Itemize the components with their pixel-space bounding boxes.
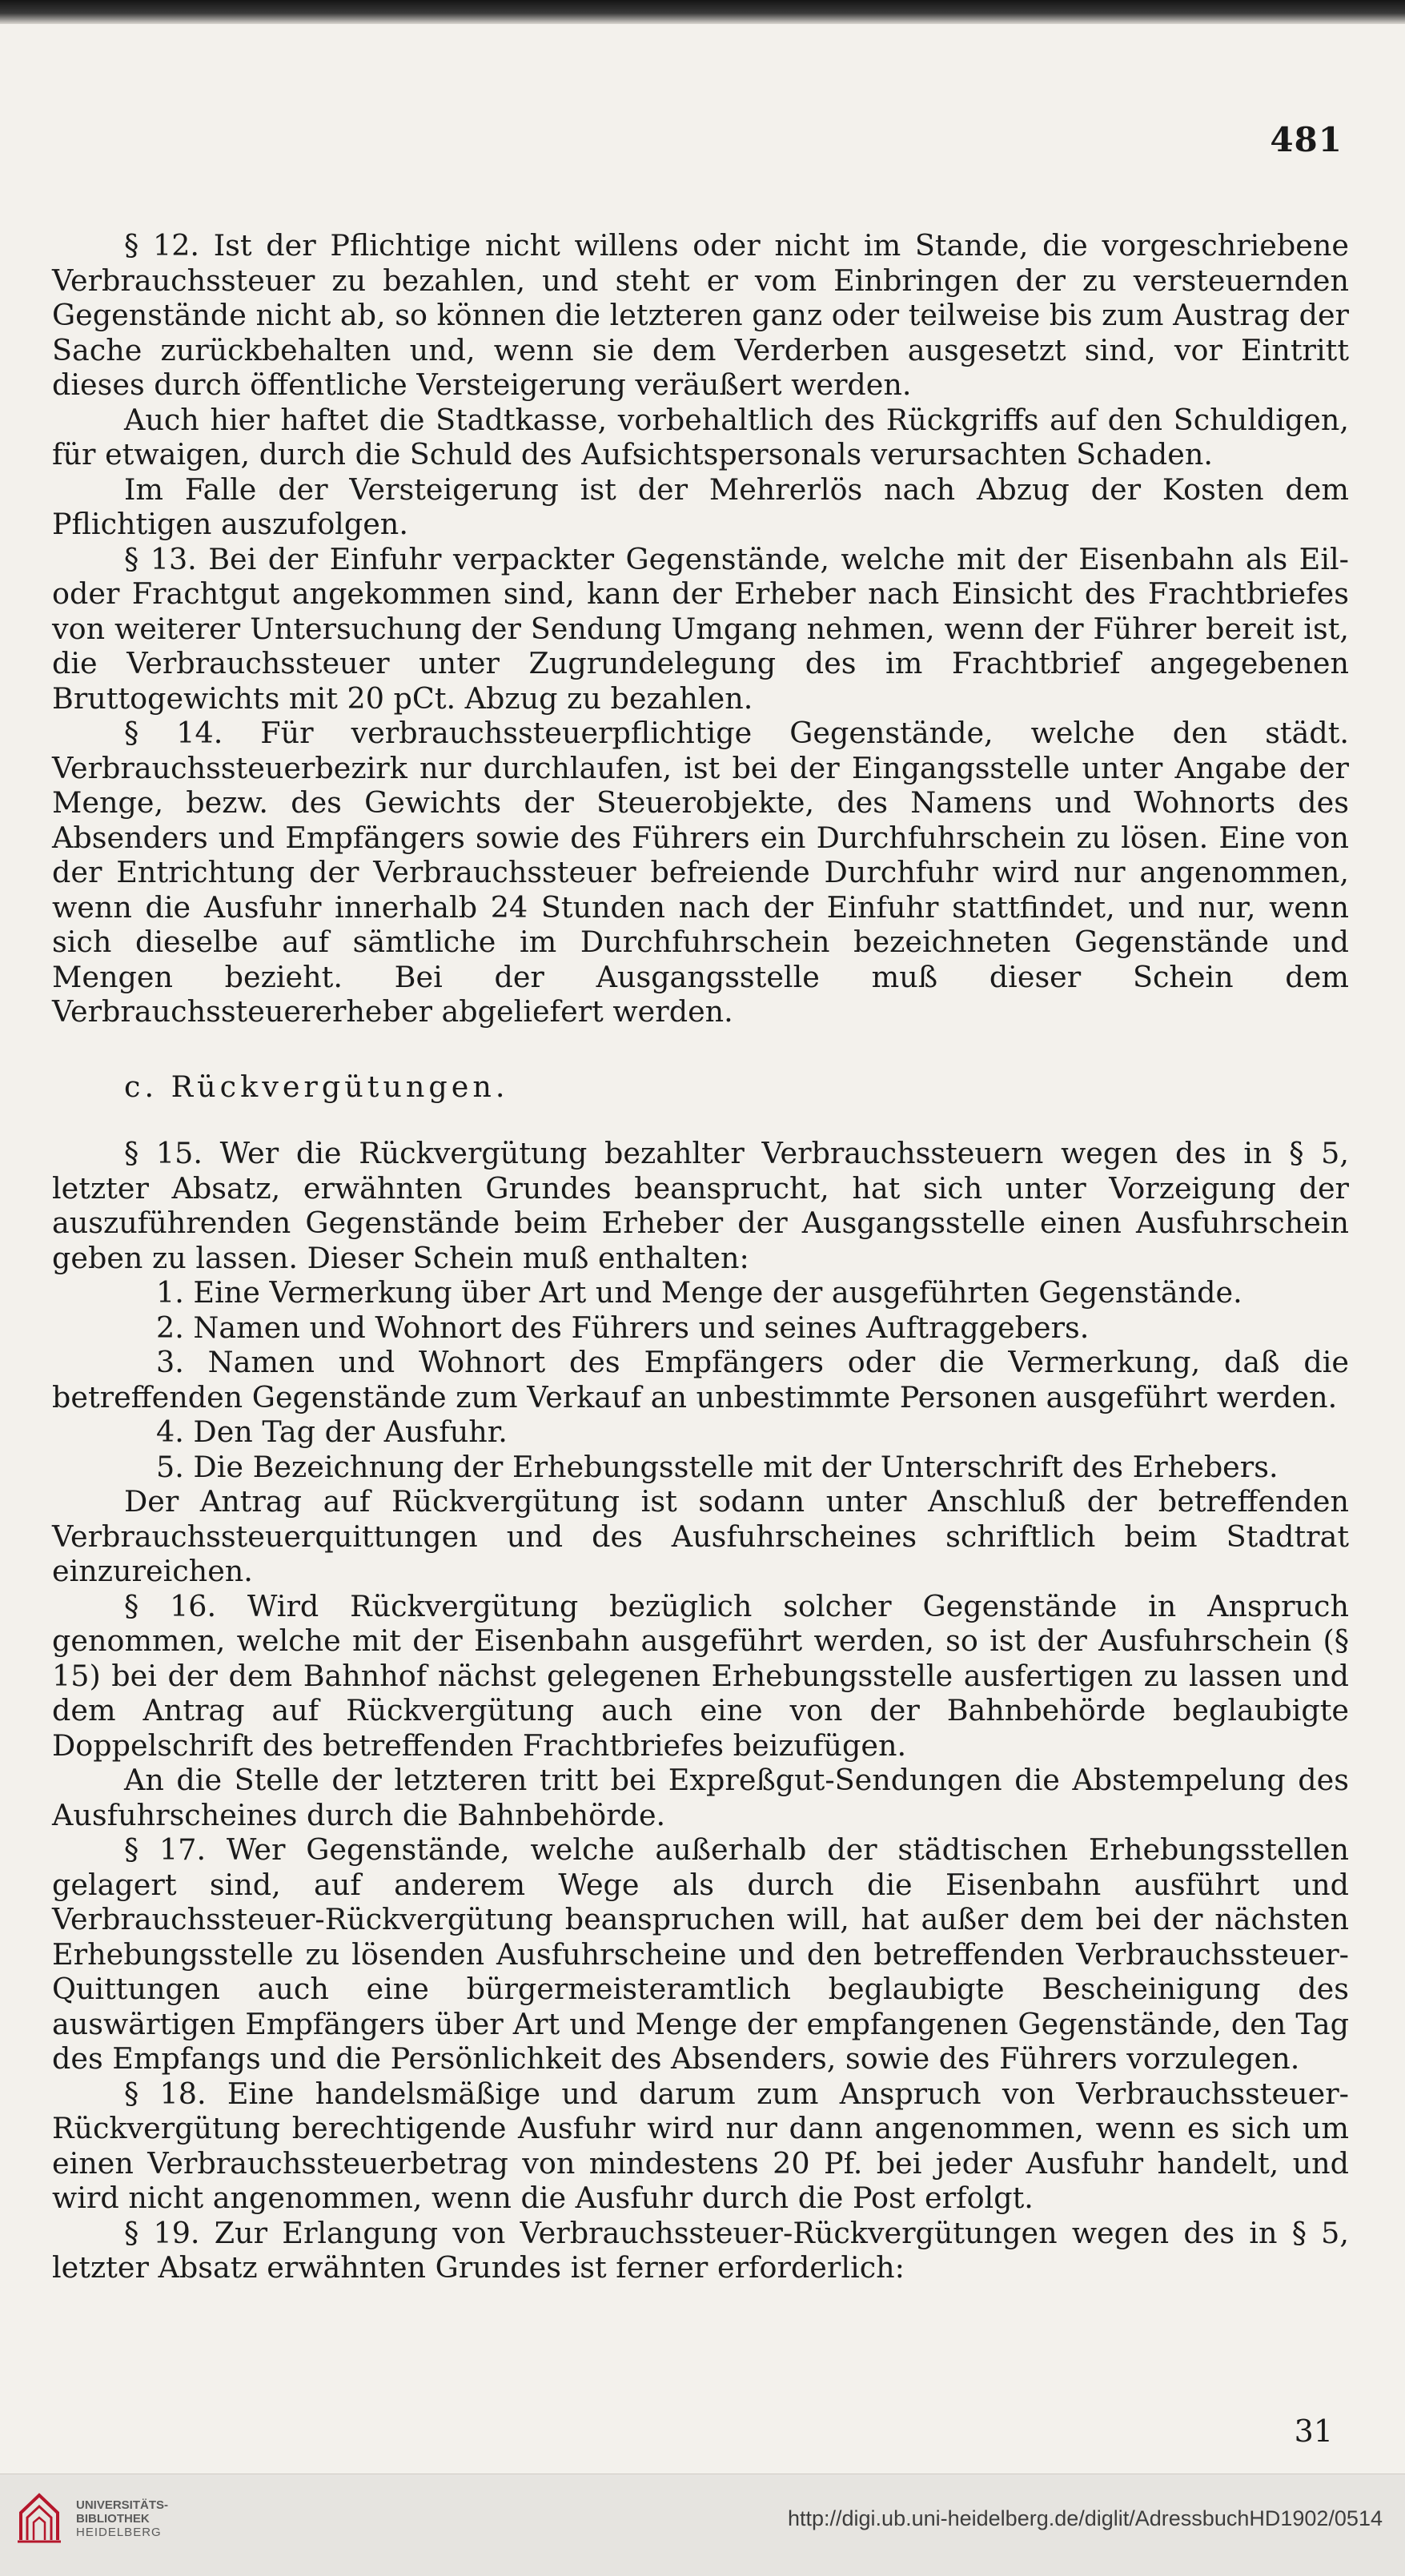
page-body <box>52 228 1349 2285</box>
list-item: 4. Den Tag der Ausfuhr. <box>156 1414 508 1449</box>
library-name-line-3: HEIDELBERG <box>76 2526 162 2539</box>
list-item: 2. Namen und Wohnort des Führers und seines Auftraggebers. <box>156 1310 1090 1345</box>
viewer-footer <box>0 2474 1405 2576</box>
sheet-signature: 31 <box>1294 2413 1333 2449</box>
page-number: 481 <box>1270 120 1343 159</box>
paragraph-12-auction: Im Falle der Versteigerung ist der Mehrerlös nach Abzug der Kosten dem Pflichtigen auszufolgen. <box>52 471 1349 541</box>
paragraph-15: § 15. Wer die Rückvergütung bezahlter Verbrauchssteuern wegen des in § 5, letzter Absatz, erwähnten Grundes beansprucht, hat sich unter Vorzeigung der auszuführenden Gegenstände beim Erheber der Ausgangsstelle einen Ausfuhrschein geben zu lassen. Dieser Schein muß enthalten: <box>52 1136 1349 1275</box>
library-name <box>76 2498 168 2539</box>
paragraph-19: § 19. Zur Erlangung von Verbrauchssteuer-Rückvergütungen wegen des in § 5, letzter Absatz erwähnten Grundes ist ferner erforderlich: <box>52 2215 1349 2285</box>
paragraph-14: § 14. Für verbrauchssteuerpflichtige Gegenstände, welche den städt. Verbrauchssteuerbezirk nur durchlaufen, ist bei der Eingangsstelle unter Angabe der Menge, bezw. des Gewichts der Steuerobjekte, des Namens und Wohnorts des Absenders und Empfängers sowie des Führers ein Durchfuhrschein zu lösen. Eine von der Entrichtung der Verbrauchssteuer befreiende Durchfuhr wird nur angenommen, wenn die Ausfuhr innerhalb 24 Stunden nach der Einfuhr stattfindet, und nur, wenn sich dieselbe auf sämtliche im Durchfuhrschein bezeichneten Gegenstände und Mengen bezieht. Bei der Ausgangsstelle muß dieser Schein dem Verbrauchssteuererheber abgeliefert werden. <box>52 716 1349 1029</box>
library-name-line-2: BIBLIOTHEK <box>76 2512 150 2526</box>
document-page <box>0 24 1405 2474</box>
library-name-line-1: UNIVERSITÄTS- <box>76 2498 169 2512</box>
paragraph-17: § 17. Wer Gegenstände, welche außerhalb der städtischen Erhebungsstellen gelagert sind, auf anderem Wege als durch die Eisenbahn ausführt und Verbrauchssteuer-Rückvergütung beanspruchen will, hat außer dem bei der nächsten Erhebungsstelle zu lösenden Ausfuhrscheine und den betreffenden Verbrauchssteuer-Quittungen auch eine bürgermeisteramtlich beglaubigte Bescheinigung des auswärtigen Empfängers über Art und Menge der empfangenen Gegenstände, den Tag des Empfangs und die Persönlichkeit des Absenders, sowie des Führers vorzulegen. <box>52 1832 1349 2076</box>
paragraph-12-liability: Auch hier haftet die Stadtkasse, vorbehaltlich des Rückgriffs auf den Schuldigen, für etwaigen, durch die Schuld des Aufsichtspersonals verursachten Schaden. <box>52 402 1349 471</box>
list-item: 3. Namen und Wohnort des Empfängers oder die Vermerkung, daß die betreffenden Gegenstände zum Verkauf an unbestimmte Personen ausgeführt werden. <box>52 1345 1349 1414</box>
permalink-url[interactable]: http://digi.ub.uni-heidelberg.de/diglit/AdressbuchHD1902/0514 <box>787 2506 1383 2530</box>
scan-top-edge <box>0 0 1405 24</box>
list-item: 5. Die Bezeichnung der Erhebungsstelle mit der Unterschrift des Erhebers. <box>156 1449 1279 1484</box>
paragraph-16: § 16. Wird Rückvergütung bezüglich solcher Gegenstände in Anspruch genommen, welche mit der Eisenbahn ausgeführt werden, so ist der Ausfuhrschein (§ 15) bei der dem Bahnhof nächst gelegenen Erhebungsstelle ausfertigen zu lassen und dem Antrag auf Rückvergütung auch eine von der Bahnbehörde beglaubigte Doppelschrift des betreffenden Frachtbriefes beizufügen. <box>52 1588 1349 1763</box>
paragraph-16-express: An die Stelle der letzteren tritt bei Expreßgut-Sendungen die Abstempelung des Ausfuhrscheines durch die Bahnbehörde. <box>52 1763 1349 1832</box>
paragraph-12: § 12. Ist der Pflichtige nicht willens oder nicht im Stande, die vorgeschriebene Verbrauchssteuer zu bezahlen, und steht er vom Einbringen der zu versteuernden Gegenstände nicht ab, so können die letzteren ganz oder teilweise bis zum Austrag der Sache zurückbehalten und, wenn sie dem Verderben ausgesetzt sind, vor Eintritt dieses durch öffentliche Versteigerung veräußert werden. <box>52 228 1349 402</box>
section-heading-rueckverguetungen: c. Rückvergütungen. <box>124 1069 509 1104</box>
paragraph-18: § 18. Eine handelsmäßige und darum zum Anspruch von Verbrauchssteuer-Rückvergütung berechtigende Ausfuhr wird nur dann angenommen, wenn es sich um einen Verbrauchssteuerbetrag von mindestens 20 Pf. bei jeder Ausfuhr handelt, und wird nicht angenommen, wenn die Ausfuhr durch die Post erfolgt. <box>52 2076 1349 2215</box>
paragraph-15-list <box>52 1275 1349 1484</box>
paragraph-15-application: Der Antrag auf Rückvergütung ist sodann unter Anschluß der betreffenden Verbrauchssteuerquittungen und des Ausfuhrscheines schriftlich beim Stadtrat einzureichen. <box>52 1484 1349 1588</box>
list-item: 1. Eine Vermerkung über Art und Menge der ausgeführten Gegenstände. <box>156 1275 1242 1310</box>
paragraph-13: § 13. Bei der Einfuhr verpackter Gegenstände, welche mit der Eisenbahn als Eil- oder Frachtgut angekommen sind, kann der Erheber nach Einsicht des Frachtbriefes von weiterer Untersuchung der Sendung Umgang nehmen, wenn der Führer bereit ist, die Verbrauchssteuer unter Zugrundelegung des im Frachtbrief angegebenen Bruttogewichts mit 20 pCt. Abzug zu bezahlen. <box>52 541 1349 716</box>
library-logo-icon <box>14 2489 64 2546</box>
